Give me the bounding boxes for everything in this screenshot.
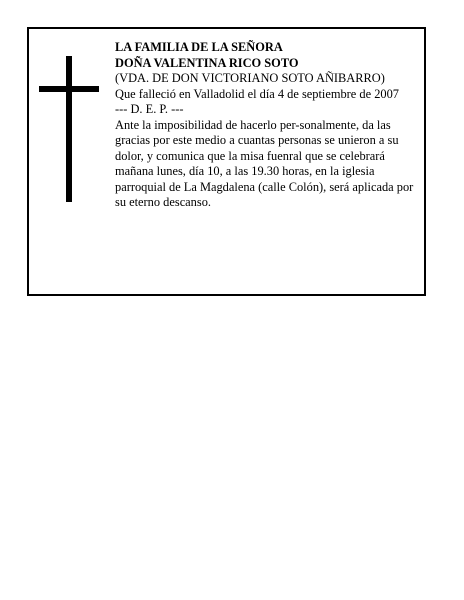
notice-text	[115, 40, 421, 211]
obituary-notice	[27, 27, 426, 296]
heading-deceased-name: DOÑA VALENTINA RICO SOTO	[115, 55, 299, 70]
notice-body-paragraph: Ante la imposibilidad de hacerlo per-sonalmente, da las gracias por este medio a cuantas personas se unieron a su dolor, y comunica que la misa fuenral que se celebrará mañana lunes, día 10, a las 19.30 horas, en la iglesia parroquial de La Magdalena (calle Colón), será aplicada por su eterno descanso.	[115, 117, 414, 209]
cross-vertical-bar	[66, 56, 72, 202]
cross-horizontal-bar	[39, 86, 99, 92]
cross-icon	[39, 56, 99, 202]
widow-of-line: (VDA. DE DON VICTORIANO SOTO AÑIBARRO)	[115, 71, 385, 85]
rip-line: --- D. E. P. ---	[115, 102, 184, 116]
date-of-death-line: Que falleció en Valladolid el día 4 de septiembre de 2007	[115, 86, 399, 101]
heading-family: LA FAMILIA DE LA SEÑORA	[115, 40, 283, 54]
